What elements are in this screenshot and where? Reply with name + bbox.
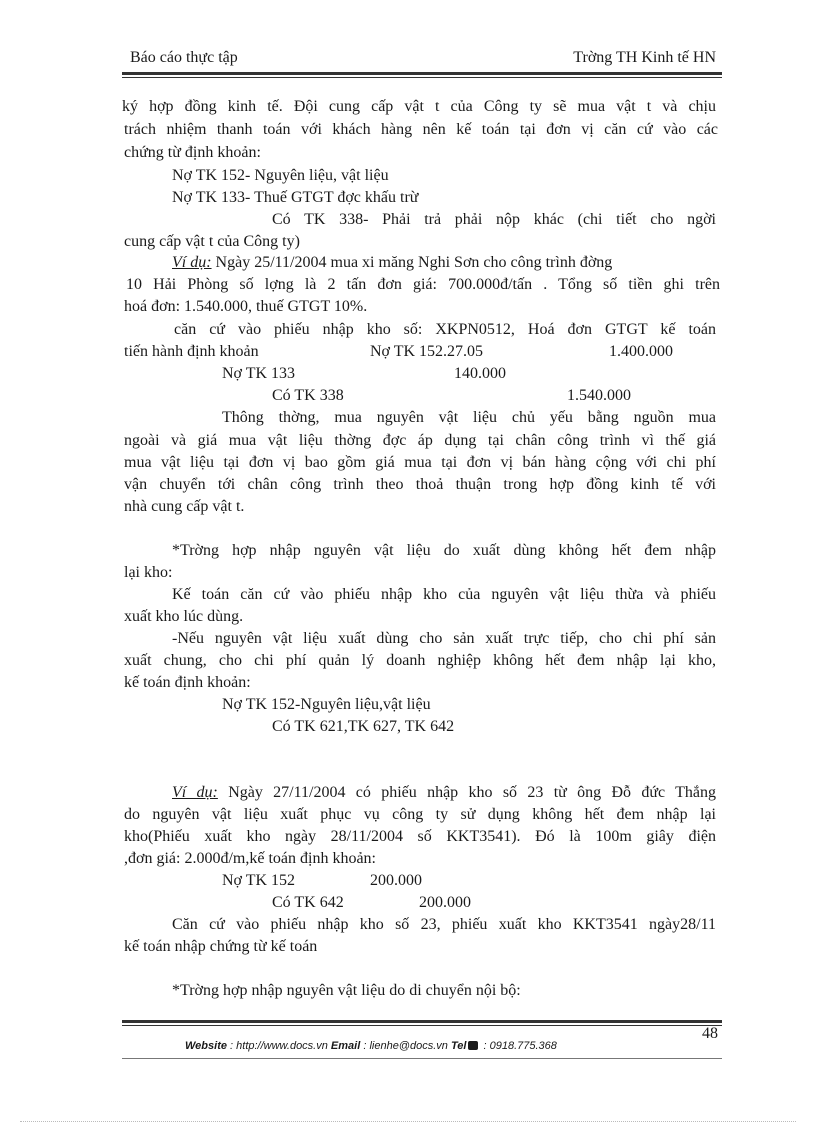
- footer-rule: [122, 1020, 722, 1023]
- amount: 1.540.000: [567, 387, 631, 404]
- text-line: cung cấp vật t của Công ty): [124, 233, 300, 250]
- text-line: Nợ TK 133- Thuế GTGT đợc khấu trừ: [172, 189, 419, 206]
- text-line: lại kho:: [124, 564, 173, 581]
- account-entry: Có TK 338: [272, 387, 344, 404]
- text-line: *Trờng hợp nhập nguyên vật liệu do xuất dùng không hết đem nhập: [172, 542, 716, 559]
- account-entry: Có TK 621,TK 627, TK 642: [272, 718, 455, 735]
- text-line: Kế toán căn cứ vào phiếu nhập kho của nguyên vật liệu thừa và phiếu: [172, 586, 716, 603]
- phone-icon: [468, 1041, 478, 1050]
- text-line: -Nếu nguyên vật liệu xuất dùng cho sản xuất trực tiếp, cho chi phí sản: [172, 630, 716, 647]
- header-rule-thin: [122, 77, 722, 78]
- text-line: kế toán nhập chứng từ kế toán: [124, 938, 318, 955]
- page-edge-divider: [20, 1121, 796, 1122]
- text-line: [172, 253, 612, 273]
- tel-label: Tel: [450, 1040, 467, 1052]
- text-line: *Trờng hợp nhập nguyên vật liệu do di chuyển nội bộ:: [172, 982, 521, 999]
- account-entry: Nợ TK 133: [222, 365, 296, 382]
- text-line: Thông thờng, mua nguyên vật liệu chủ yếu bằng nguồn mua: [222, 409, 716, 426]
- text-line: nhà cung cấp vật t.: [124, 498, 245, 515]
- text-line: do nguyên vật liệu xuất phục vụ công ty sử dụng không hết đem nhập lại: [124, 806, 716, 823]
- text-line: 10 Hải Phòng số lợng là 2 tấn đơn giá: 700.000đ/tấn . Tổng số tiền ghi trên: [126, 276, 720, 293]
- footer-rule-thin: [122, 1025, 722, 1026]
- website-label: Website: [185, 1040, 227, 1052]
- text-line: kho(Phiếu xuất kho ngày 28/11/2004 số KKT3541). Đó là 100m giây điện: [124, 828, 716, 845]
- header-rule: [122, 72, 722, 75]
- text-line: xuất kho lúc dùng.: [124, 608, 244, 625]
- text-line: Nợ TK 152- Nguyên liệu, vật liệu: [172, 167, 389, 184]
- text-line: kế toán định khoản:: [124, 674, 251, 691]
- example-label: Ví dụ:: [172, 784, 218, 801]
- account-entry: Nợ TK 152-Nguyên liệu,vật liệu: [222, 696, 431, 713]
- amount: 200.000: [370, 872, 422, 889]
- email-label: Email: [330, 1040, 361, 1052]
- text-line: Căn cứ vào phiếu nhập kho số 23, phiếu xuất kho KKT3541 ngày28/11: [172, 916, 716, 933]
- email-link[interactable]: : lienhe@docs.vn: [360, 1040, 451, 1052]
- text-span: Ngày 27/11/2004 có phiếu nhập kho số 23 từ ông Đỗ đức Thắng: [217, 784, 716, 801]
- text-line: trách nhiệm thanh toán với khách hàng nên kế toán tại đơn vị căn cứ vào các: [124, 121, 718, 138]
- text-line: mua vật liệu tại đơn vị bao gồm giá mua tại đơn vị bán hàng cộng với chi phí: [124, 454, 716, 471]
- text-line: ký hợp đồng kinh tế. Đội cung cấp vật t của Công ty sẽ mua vật t và chịu: [122, 98, 716, 115]
- text-line: ngoài và giá mua vật liệu thờng đợc áp dụng tại chân công trình vì thế giá: [124, 432, 716, 449]
- amount: 1.400.000: [609, 343, 673, 360]
- text-line: [172, 783, 716, 803]
- account-entry: Nợ TK 152: [222, 872, 296, 889]
- header-left: Báo cáo thực tập: [130, 49, 238, 66]
- text-line: căn cứ vào phiếu nhập kho số: XKPN0512, Hoá đơn GTGT kế toán: [174, 321, 716, 338]
- text-line: ,đơn giá: 2.000đ/m,kế toán định khoản:: [124, 850, 376, 867]
- text-line: vận chuyển tới chân công trình theo thoả thuận trong hợp đồng kinh tế với: [124, 476, 716, 493]
- website-link[interactable]: : http://www.docs.vn: [226, 1040, 331, 1052]
- example-label: Ví dụ:: [172, 254, 212, 271]
- text-line: xuất chung, cho chi phí quản lý doanh nghiệp không hết đem nhập lại kho,: [124, 652, 716, 669]
- footer-bottom-rule: [122, 1058, 722, 1059]
- amount: 140.000: [454, 365, 506, 382]
- account-entry: Nợ TK 152.27.05: [370, 343, 484, 360]
- footer-contact: [185, 1040, 557, 1052]
- text-span: Ngày 25/11/2004 mua xi măng Nghi Sơn cho công trình đờng: [211, 254, 613, 271]
- text-line: hoá đơn: 1.540.000, thuế GTGT 10%.: [124, 298, 368, 315]
- text-line: Có TK 338- Phải trả phải nộp khác (chi tiết cho ngời: [272, 211, 716, 228]
- text-line: tiến hành định khoản: [124, 343, 259, 360]
- tel-value: : 0918.775.368: [480, 1040, 557, 1052]
- text-line: chứng từ định khoản:: [124, 144, 261, 161]
- page-number: 48: [702, 1025, 718, 1042]
- amount: 200.000: [419, 894, 471, 911]
- account-entry: Có TK 642: [272, 894, 344, 911]
- header-right: Trờng TH Kinh tế HN: [573, 49, 716, 66]
